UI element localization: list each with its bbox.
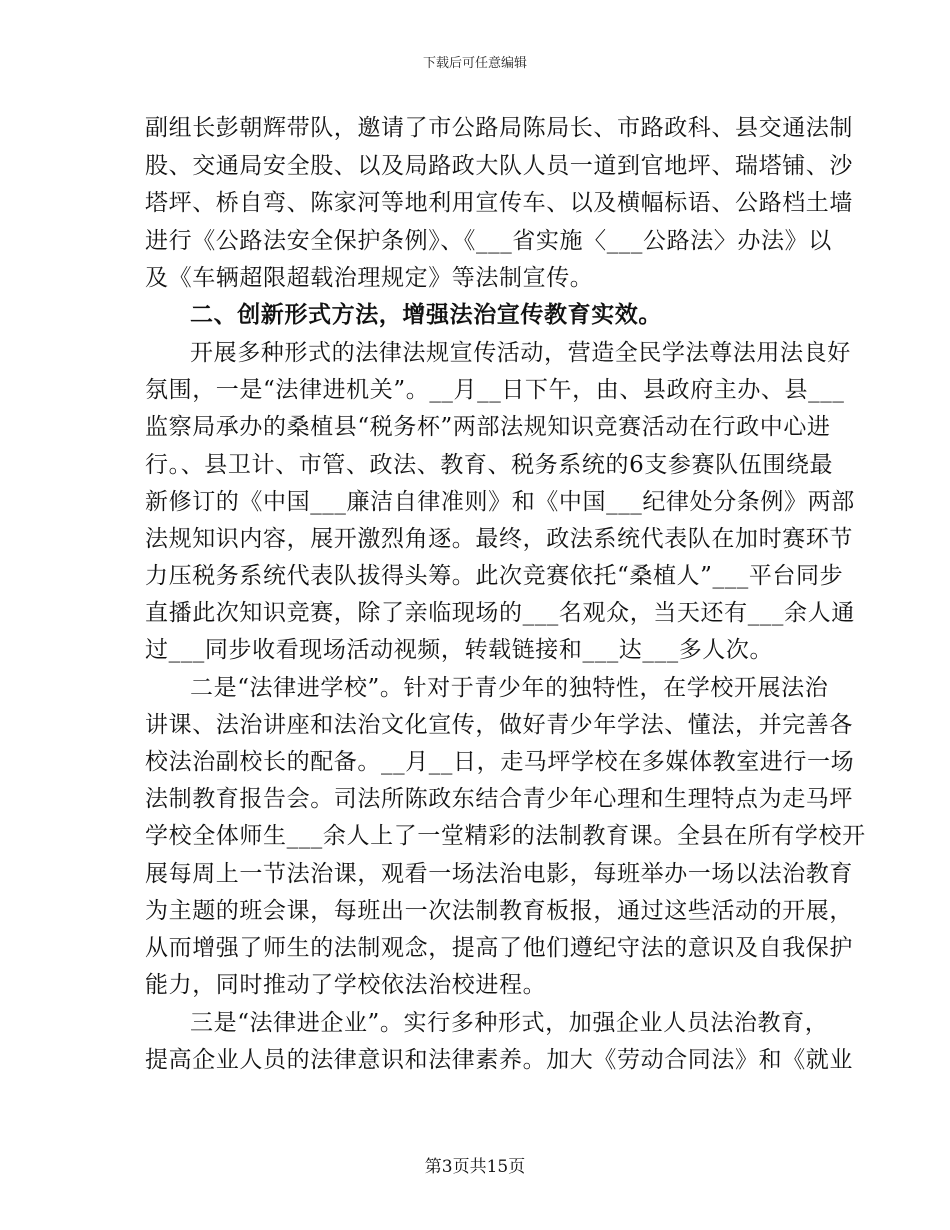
paragraph-line: 二是“法律进学校”。针对于青少年的独特性，在学校开展法治 (190, 675, 829, 701)
section-heading: 二、创新形式方法，增强法治宣传教育实效。 (190, 301, 662, 328)
paragraph-line: 行。、县卫计、市管、政法、教育、税务系统的6支参赛队伍围绕最 (145, 452, 834, 478)
paragraph-line: 进行《公路法安全保护条例》、《___省实施〈___公路法〉办法》以 (145, 228, 832, 254)
paragraph-line: 氛围，一是“法律进机关”。__月__日下午，由、县政府主办、县___ (145, 377, 845, 403)
paragraph-line: 及《车辆超限超载治理规定》等法制宣传。 (145, 265, 594, 291)
paragraph-line: 塔坪、桥自弯、陈家河等地利用宣传车、以及横幅标语、公路档土墙 (145, 190, 853, 216)
paragraph-line: 展每周上一节法治课，观看一场法治电影，每班举办一场以法治教育 (145, 861, 853, 887)
paragraph-line: 开展多种形式的法律法规宣传活动，营造全民学法尊法用法良好 (190, 340, 851, 366)
paragraph-line: 法规知识内容，展开激烈角逐。最终，政法系统代表队在加时赛环节 (145, 526, 853, 552)
paragraph-line: 能力，同时推动了学校依法治校进程。 (145, 972, 547, 998)
paragraph-line: 副组长彭朝辉带队，邀请了市公路局陈局长、市路政科、县交通法制 (145, 115, 853, 141)
paragraph-line: 为主题的班会课，每班出一次法制教育板报，通过这些活动的开展， (145, 898, 853, 924)
paragraph-line: 学校全体师生___余人上了一堂精彩的法制教育课。全县在所有学校开 (145, 823, 866, 849)
paragraph-line: 提高企业人员的法律意识和法律素养。加大《劳动合同法》和《就业 (145, 1047, 853, 1073)
page-header: 下载后可任意编辑 (422, 56, 527, 71)
paragraph-line: 股、交通局安全股、以及局路政大队人员一道到官地坪、瑞塔铺、沙 (145, 153, 853, 179)
page-footer: 第3页共15页 (424, 1157, 526, 1177)
paragraph-line: 校法治副校长的配备。__月__日，走马坪学校在多媒体教室进行一场 (145, 749, 855, 775)
paragraph-line: 讲课、法治讲座和法治文化宣传，做好青少年学法、懂法，并完善各 (145, 712, 853, 738)
paragraph-line: 法制教育报告会。司法所陈政东结合青少年心理和生理特点为走马坪 (145, 786, 853, 812)
paragraph-line: 从而增强了师生的法制观念，提高了他们遵纪守法的意识及自我保护 (145, 935, 853, 961)
paragraph-line: 直播此次知识竞赛，除了亲临现场的___名观众，当天还有___余人通 (145, 600, 855, 626)
paragraph-line: 三是“法律进企业”。实行多种形式，加强企业人员法治教育， (190, 1010, 829, 1036)
paragraph-line: 新修订的《中国___廉洁自律准则》和《中国___纪律处分条例》两部 (145, 489, 855, 515)
paragraph-line: 过___同步收看现场活动视频，转载链接和___达___多人次。 (145, 637, 774, 663)
paragraph-line: 力压税务系统代表队拔得头筹。此次竞赛依托“桑植人”___平台同步 (145, 563, 844, 589)
paragraph-line: 监察局承办的桑植县“税务杯”两部法规知识竞赛活动在行政中心进 (145, 414, 831, 440)
